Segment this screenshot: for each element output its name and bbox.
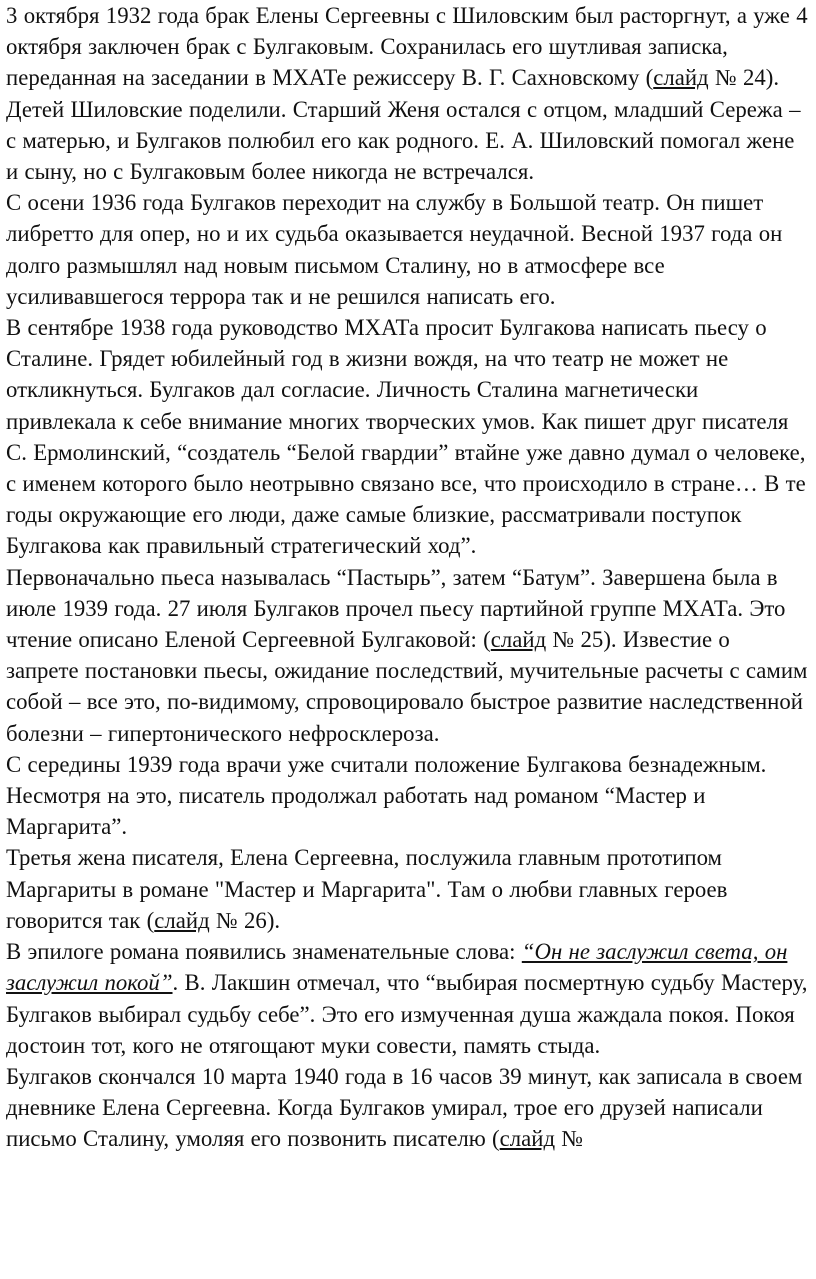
- slide-link[interactable]: слайд: [499, 1126, 556, 1152]
- paragraph-5: [6, 562, 808, 749]
- slide-25-link[interactable]: слайд: [490, 627, 547, 653]
- paragraph-5-text-b: № 25). Известие о запрете постановки пьесы, ожидание последствий, мучительные расчеты с самим собой – все это, по-видимому, спровоцировало быстрое развитие наследственной болезни – гипертонического нефросклероза.: [6, 627, 808, 746]
- paragraph-8-text-a: В эпилоге романа появились знаменательные слова:: [6, 939, 522, 965]
- paragraph-9-text-b: №: [555, 1126, 584, 1152]
- document-page: [6, 0, 808, 1155]
- paragraph-7-text-b: № 26).: [209, 907, 281, 933]
- paragraph-9-text-a: Булгаков скончался 10 марта 1940 года в 16 часов 39 минут, как записала в своем дневнике Елена Сергеевна. Когда Булгаков умирал, трое его друзей написали письмо Сталину, умоляя его позвонить писателю (: [6, 1063, 803, 1152]
- paragraph-4: В сентябре 1938 года руководство МХАТа просит Булгакова написать пьесу о Сталине. Грядет юбилейный год в жизни вождя, на что театр не может не откликнуться. Булгаков дал согласие. Личность Сталина магнетически привлекала к себе внимание многих творческих умов. Как пишет друг писателя С. Ермолинский, “создатель “Белой гвардии” втайне уже давно думал о человеке, с именем которого было неотрывно связано все, что происходило в стране… В те годы окружающие его люди, даже самые близкие, рассматривали поступок Булгакова как правильный стратегический ход”.: [6, 315, 806, 559]
- paragraph-9: [6, 1061, 808, 1155]
- paragraph-3: С осени 1936 года Булгаков переходит на службу в Большой театр. Он пишет либретто для опер, но и их судьба оказывается неудачной. Весной 1937 года он долго размышлял над новым письмом Сталину, но в атмосфере все усиливавшегося террора так и не решился написать его.: [6, 190, 783, 309]
- paragraph-6: С середины 1939 года врачи уже считали положение Булгакова безнадежным. Несмотря на это, писатель продолжал работать над романом “Мастер и Маргарита”.: [6, 751, 767, 840]
- paragraph-1-text-b: № 24).: [708, 65, 780, 91]
- paragraph-1: [6, 0, 808, 94]
- paragraph-7: [6, 842, 808, 936]
- slide-24-link[interactable]: слайд: [653, 65, 709, 91]
- paragraph-7-text-a: Третья жена писателя, Елена Сергеевна, послужила главным прототипом Маргариты в романе "Мастер и Маргарита". Там о любви главных героев говорится так (: [6, 845, 728, 933]
- epilogue-quote: “Он не заслужил света, он заслужил покой”: [6, 939, 788, 996]
- slide-26-link[interactable]: слайд: [154, 907, 210, 933]
- paragraph-2: Детей Шиловские поделили. Старший Женя остался с отцом, младший Сережа – с матерью, и Булгаков полюбил его как родного. Е. А. Шиловский помогал жене и сыну, но с Булгаковым более никогда не встречался.: [6, 96, 801, 185]
- paragraph-1-text-a: 3 октября 1932 года брак Елены Сергеевны с Шиловским был расторгнут, а уже 4 октября заключен брак с Булгаковым. Сохранилась его шутливая записка, переданная на заседании в МХАТе режиссеру В. Г. Сахновскому (: [6, 3, 808, 91]
- paragraph-5-text-a: Первоначально пьеса называлась “Пастырь”, затем “Батум”. Завершена была в июле 1939 года. 27 июля Булгаков прочел пьесу партийной группе МХАТа. Это чтение описано Еленой Сергеевной Булгаковой: (: [6, 564, 786, 653]
- paragraph-8: [6, 936, 808, 1061]
- paragraph-8-text-b: . В. Лакшин отмечал, что “выбирая посмертную судьбу Мастеру, Булгаков выбирал судьбу себе”. Это его измученная душа жаждала покоя. Покоя достоин тот, кого не отягощают муки совести, память стыда.: [6, 970, 808, 1058]
